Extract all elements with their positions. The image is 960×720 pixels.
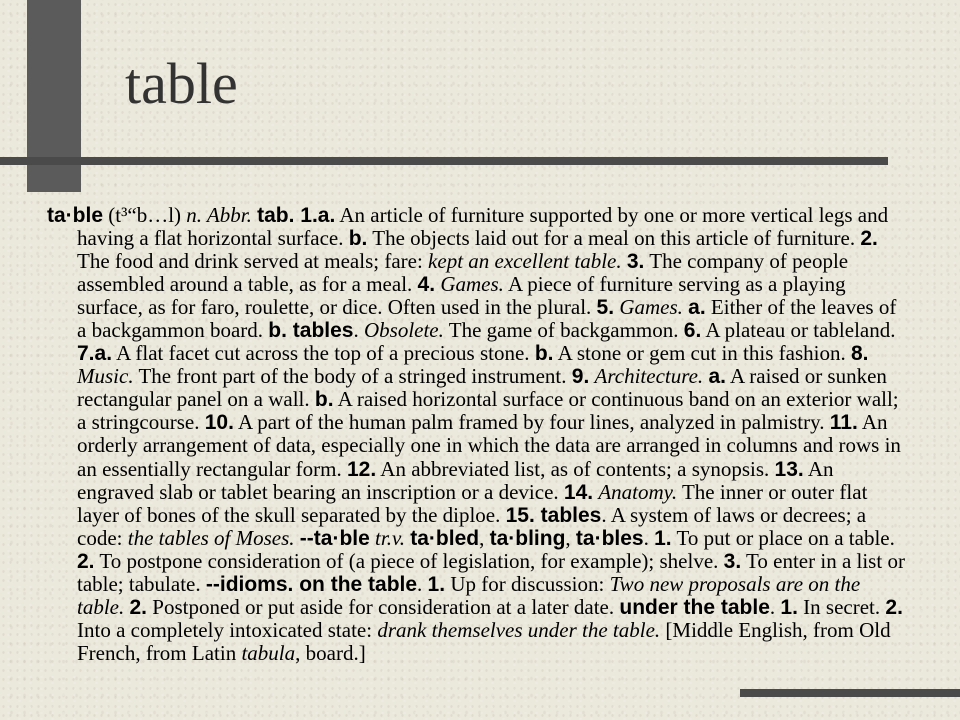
- definition-text: a stringcourse.: [77, 410, 205, 435]
- definition-text: Up for discussion:: [445, 571, 610, 596]
- definition-line: [47, 342, 952, 365]
- definition-text: having a flat horizontal surface.: [77, 226, 349, 251]
- definition-bold-term: 10.: [204, 411, 234, 435]
- definition-italic-text: Two new proposals are on the: [609, 571, 861, 596]
- definition-text: assembled around a table, as for a meal.: [77, 272, 418, 297]
- definition-bold-term: b.: [348, 227, 368, 251]
- definition-italic-text: Obsolete.: [363, 318, 444, 343]
- definition-text: To postpone consideration of (a piece of legislation, for example); shelve.: [94, 548, 724, 573]
- definition-text: table; tabulate.: [77, 571, 206, 596]
- definition-italic-text: kept an excellent table.: [428, 249, 622, 274]
- definition-text: , board.]: [295, 640, 366, 665]
- definition-line: [47, 596, 952, 619]
- definition-text: The food and drink served at meals; fare:: [77, 249, 429, 274]
- definition-bold-term: 1.: [780, 595, 798, 619]
- definition-text: .: [643, 525, 655, 550]
- definition-text: an essentially rectangular form.: [77, 456, 347, 481]
- definition-bold-term: ta·bles: [575, 526, 644, 550]
- definition-bold-term: --ta·ble: [299, 526, 370, 550]
- definition-bold-term: a.: [708, 365, 726, 389]
- definition-line: [47, 227, 952, 250]
- definition-bold-term: 12.: [346, 457, 377, 481]
- definition-text: [Middle English, from Old: [660, 617, 891, 642]
- definition-text: a backgammon board.: [77, 318, 269, 343]
- slide-title: table: [125, 51, 238, 116]
- definition-text: ,: [479, 525, 490, 550]
- definition-italic-text: Architecture.: [594, 364, 704, 389]
- definition-line: [47, 250, 952, 273]
- definition-line: [47, 642, 952, 665]
- definition-line: [47, 204, 952, 227]
- definition-italic-text: tr.v.: [375, 525, 405, 550]
- definition-text: The inner or outer flat: [677, 479, 868, 504]
- definition-line: [47, 411, 952, 434]
- definition-text: .: [417, 571, 428, 596]
- definition-bold-term: 2.: [77, 549, 95, 573]
- definition-line: [47, 550, 952, 573]
- definition-bold-term: 7.a.: [77, 342, 113, 366]
- definition-bold-term: 3.: [723, 549, 742, 573]
- definition-bold-term: 11.: [829, 411, 858, 435]
- definition-bold-term: under the table: [619, 595, 770, 619]
- definition-line: [47, 388, 952, 411]
- definition-line: [47, 273, 952, 296]
- footer-accent-bar: [740, 689, 960, 697]
- definition-text: An abbreviated list, as of contents; a synopsis.: [376, 456, 775, 481]
- definition-text: layer of bones of the skull separated by the diploe.: [77, 502, 506, 527]
- title-underline-bar: [0, 157, 888, 165]
- definition-text: Either of the leaves of: [705, 295, 897, 320]
- definition-italic-text: Games.: [619, 295, 683, 320]
- definition-text: orderly arrangement of data, especially one in which the data are arranged in columns and rows in: [77, 433, 901, 458]
- definition-line: [47, 434, 952, 457]
- definition-bold-term: 8.: [850, 342, 869, 366]
- definition-bold-term: 15. tables: [505, 503, 602, 527]
- definition-text: The objects laid out for a meal on this article of furniture.: [367, 226, 861, 251]
- definition-text: code:: [77, 525, 128, 550]
- definition-italic-text: drank themselves under the table.: [377, 617, 661, 642]
- definition-bold-term: a.: [688, 296, 706, 320]
- definition-bold-term: 4.: [417, 273, 436, 297]
- definition-text: The front part of the body of a stringed instrument.: [133, 364, 572, 389]
- definition-text: A plateau or tableland.: [701, 318, 896, 343]
- definition-bold-term: 1.: [654, 526, 672, 550]
- definition-bold-term: b. tables: [268, 319, 354, 343]
- definition-line: [47, 481, 952, 504]
- definition-text: . A system of laws or decrees; a: [601, 502, 867, 527]
- definition-bold-term: 5.: [596, 296, 615, 320]
- definition-text: A raised horizontal surface or continuous band on an exterior wall;: [333, 387, 899, 412]
- definition-text: A flat facet cut across the top of a precious stone.: [112, 341, 535, 366]
- definition-text: An: [803, 456, 834, 481]
- definition-italic-text: Music.: [77, 364, 134, 389]
- definition-text: To enter in a list or: [741, 548, 905, 573]
- definition-bold-term: 2.: [860, 227, 878, 251]
- definition-text: An article of furniture supported by one or more vertical legs and: [335, 203, 889, 227]
- definition-line: [47, 365, 952, 388]
- definition-body: [47, 204, 952, 665]
- definition-text: A stone or gem cut in this fashion.: [553, 341, 851, 366]
- definition-text: A piece of furniture serving as a playing: [503, 272, 846, 297]
- definition-bold-term: ta·ble: [47, 204, 104, 227]
- definition-italic-text: Anatomy.: [598, 479, 678, 504]
- definition-text: French, from Latin: [77, 640, 242, 665]
- definition-italic-text: n. Abbr.: [186, 203, 252, 227]
- definition-text: A raised or sunken: [725, 364, 887, 389]
- definition-line: [47, 573, 952, 596]
- definition-italic-text: Games.: [440, 272, 504, 297]
- definition-text: rectangular panel on a wall.: [77, 387, 315, 412]
- definition-bold-term: ta·bling: [489, 526, 566, 550]
- definition-line: [47, 458, 952, 481]
- definition-text: The game of backgammon.: [443, 318, 684, 343]
- definition-text: ,: [565, 525, 576, 550]
- definition-italic-text: the tables of Moses.: [127, 525, 295, 550]
- definition-text: (t³“b…l): [103, 203, 187, 227]
- definition-bold-term: 1.: [427, 572, 446, 596]
- definition-text: surface, as for faro, roulette, or dice. Often used in the plural.: [77, 295, 597, 320]
- definition-bold-term: 13.: [774, 457, 804, 481]
- definition-text: To put or place on a table.: [671, 525, 895, 550]
- definition-text: .: [769, 594, 781, 619]
- definition-italic-text: table.: [77, 594, 125, 619]
- definition-text: A part of the human palm framed by four lines, analyzed in palmistry.: [233, 410, 830, 435]
- definition-bold-term: tab. 1.a.: [257, 204, 336, 227]
- definition-bold-term: --idioms. on the table: [205, 572, 418, 596]
- definition-text: .: [353, 318, 364, 343]
- definition-bold-term: 14.: [563, 480, 594, 504]
- definition-text: Postponed or put aside for consideration at a later date.: [147, 594, 620, 619]
- definition-text: Into a completely intoxicated state:: [77, 617, 378, 642]
- definition-bold-term: b.: [534, 342, 554, 366]
- definition-line: [47, 319, 952, 342]
- definition-line: [47, 296, 952, 319]
- definition-bold-term: 3.: [626, 250, 645, 274]
- definition-line: [47, 619, 952, 642]
- definition-line: [47, 504, 952, 527]
- definition-italic-text: tabula: [241, 640, 296, 665]
- definition-bold-term: b.: [314, 388, 334, 412]
- definition-text: An: [857, 410, 888, 435]
- definition-bold-term: 6.: [683, 319, 702, 343]
- definition-line: [47, 527, 952, 550]
- definition-text: In secret.: [797, 594, 886, 619]
- definition-bold-term: 9.: [571, 365, 590, 389]
- definition-bold-term: 2.: [885, 595, 903, 619]
- definition-text: The company of people: [644, 249, 849, 274]
- definition-bold-term: 2.: [129, 595, 148, 619]
- definition-text: engraved slab or tablet bearing an inscription or a device.: [77, 479, 564, 504]
- definition-bold-term: ta·bled: [410, 526, 480, 550]
